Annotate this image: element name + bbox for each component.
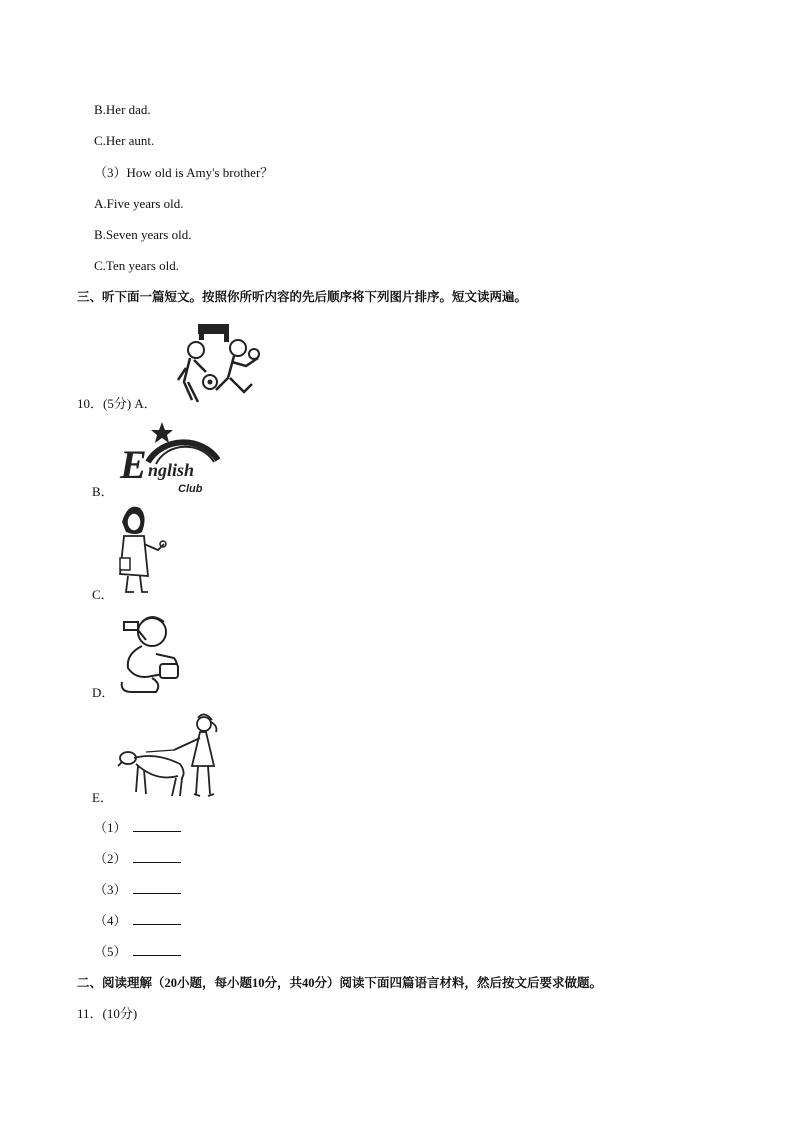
answer-blank-4: （4） [94, 913, 181, 929]
boys-playing-football-icon [172, 320, 264, 406]
girl-doctor-icon [114, 502, 168, 596]
label-e: E． [92, 790, 113, 805]
answer-blank-2: （2） [94, 851, 181, 867]
blank-line[interactable] [133, 820, 181, 832]
blank-line[interactable] [133, 944, 181, 956]
label-c: C． [92, 587, 114, 602]
answer-blank-1: （1） [94, 820, 181, 836]
question-11: 11．(10分) [77, 1006, 138, 1021]
girl-walking-dog-icon [116, 712, 222, 802]
option-q3-a: A.Five years old. [94, 196, 184, 211]
english-club-logo [118, 420, 220, 494]
blank-line[interactable] [133, 882, 181, 894]
label-d: D． [92, 685, 115, 700]
reading-section-heading: 二、阅读理解（20小题，每小题10分，共40分）阅读下面四篇语言材料，然后按文后要求做题。 [77, 976, 603, 990]
boy-taking-photo-icon [116, 610, 182, 696]
question-3: （3）How old is Amy's brother？ [94, 165, 274, 180]
svg-text:nglish: nglish [148, 460, 195, 480]
label-b: B． [92, 484, 114, 499]
blank-line[interactable] [133, 913, 181, 925]
option-q2-b: B.Her dad. [94, 102, 151, 117]
option-q3-c: C.Ten years old. [94, 258, 180, 273]
answer-blank-3: （3） [94, 882, 181, 898]
blank-line[interactable] [133, 851, 181, 863]
option-q2-c: C.Her aunt. [94, 133, 155, 148]
option-q3-b: B.Seven years old. [94, 227, 192, 242]
answer-blank-5: （5） [94, 944, 181, 960]
section-3-heading: 三、听下面一篇短文。按照你所听内容的先后顺序将下列图片排序。短文读两遍。 [77, 290, 528, 304]
logo-club-text: Club [178, 483, 203, 494]
logo-e: E [120, 442, 147, 487]
q10-prefix: 10．(5分) A． [77, 396, 157, 411]
